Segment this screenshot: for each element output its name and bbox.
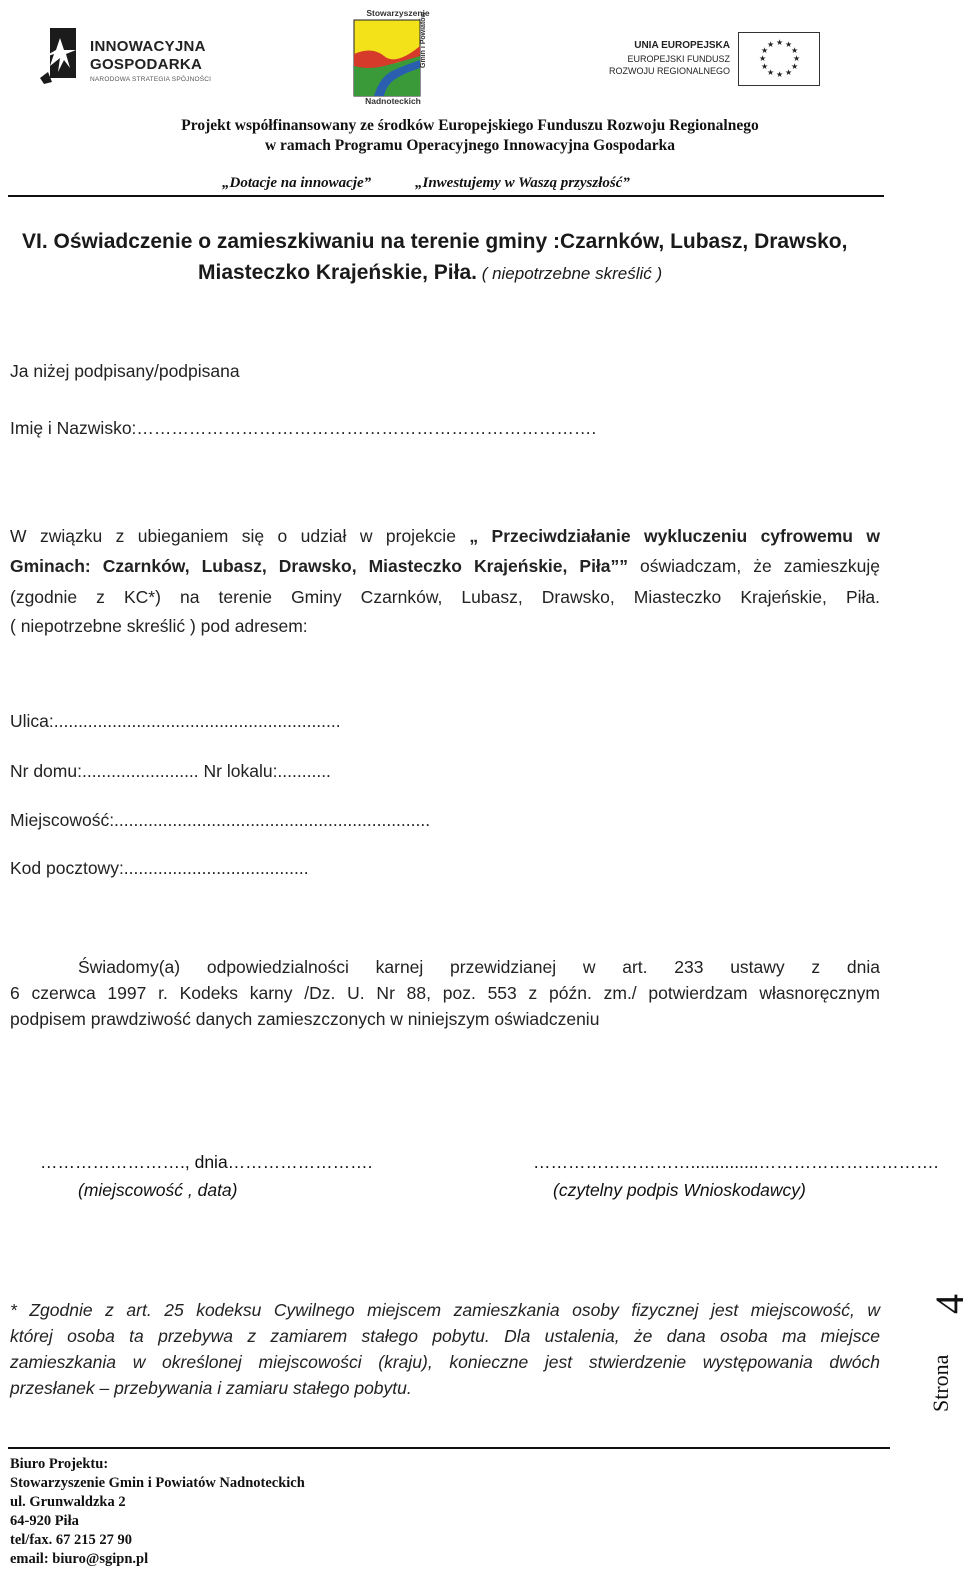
svg-text:★: ★ xyxy=(767,68,775,77)
svg-text:★: ★ xyxy=(791,62,799,71)
place-date-field[interactable]: ……………………., dnia……………………. xyxy=(40,1152,373,1172)
association-logo xyxy=(352,8,444,108)
street-field[interactable]: Ulica:........................................................... xyxy=(10,711,341,731)
postal-code-field[interactable]: Kod pocztowy:...................................... xyxy=(10,858,309,878)
title-line2-text: Miasteczko Krajeńskie, Piła. xyxy=(198,261,477,284)
footnote-line-4: przesłanek – przebywania i zamiaru stałego pobytu. xyxy=(10,1378,412,1398)
project-line-1: Projekt współfinansowany ze środków Europejskiego Funduszu Rozwoju Regionalnego xyxy=(181,117,759,134)
logo-ig-line3: NARODOWA STRATEGIA SPÓJNOŚCI xyxy=(90,76,212,83)
svg-text:★: ★ xyxy=(785,68,793,77)
awareness-line-2 xyxy=(10,980,880,1007)
intro-text: Ja niżej podpisany/podpisana xyxy=(10,361,240,381)
office-phone: tel/fax. 67 215 27 90 xyxy=(10,1532,133,1548)
svg-text:★: ★ xyxy=(776,70,784,79)
office-street: ul. Grunwaldzka 2 xyxy=(10,1494,126,1510)
title-note: ( niepotrzebne skreślić ) xyxy=(476,264,663,283)
svg-text:★: ★ xyxy=(791,46,799,55)
logo-eu-line2: EUROPEJSKI FUNDUSZ xyxy=(627,54,730,64)
name-field[interactable]: Imię i Nazwisko:……………………………………………………………………. xyxy=(10,418,597,438)
statement-line-4: ( niepotrzebne skreślić ) pod adresem: xyxy=(10,616,308,636)
statement-text-2c: oświadczam, że zamieszkuję xyxy=(628,556,880,576)
project-line-2: w ramach Programu Operacyjnego Innowacyjna Gospodarka xyxy=(264,137,676,154)
office-city: 64-920 Piła xyxy=(10,1513,79,1529)
office-email[interactable]: email: biuro@sgipn.pl xyxy=(10,1551,149,1567)
logo-sg-top: Stowarzyszenie xyxy=(366,8,430,18)
awareness-text-2: 6 czerwca 1997 r. Kodeks karny /Dz. U. Nr 88, poz. 553 z późn. zm./ potwierdzam własnoręcznym xyxy=(10,983,880,1003)
page-number xyxy=(927,1294,972,1502)
signature-label: (czytelny podpis Wnioskodawcy) xyxy=(553,1180,806,1200)
header-divider xyxy=(8,195,884,197)
signature-field[interactable]: ………………………..............…………………………. xyxy=(533,1152,939,1172)
document-title-line2 xyxy=(198,260,898,287)
slogan-2: „Inwestujemy w Waszą przyszłość” xyxy=(415,175,630,191)
slogan-1: „Dotacje na innowacje” xyxy=(222,175,372,191)
awareness-text-1: Świadomy(a) odpowiedzialności karnej przewidzianej w art. 233 ustawy z dnia xyxy=(78,957,880,977)
landscape-icon xyxy=(354,20,420,96)
innowacyjna-gospodarka-logo xyxy=(40,28,240,90)
logo-sg-bottom: Nadnoteckich xyxy=(365,96,421,106)
page-label: Strona xyxy=(928,1354,953,1412)
svg-text:★: ★ xyxy=(759,54,767,63)
footnote-text-3: zamieszkania w określonej miejscowości (kraju), konieczne jest stwierdzenie występowania dwóch xyxy=(10,1352,880,1372)
eu-logo xyxy=(600,30,820,86)
footnote-line-1 xyxy=(10,1297,880,1323)
awareness-line-1 xyxy=(78,954,880,981)
statement-text-3: (zgodnie z KC*) na terenie Gminy Czarnków, Lubasz, Drawsko, Miasteczko Krajeńskie, Piła. xyxy=(10,587,880,607)
statement-line-1 xyxy=(10,523,880,550)
awareness-line-3: podpisem prawdziwość danych zamieszczonych w niniejszym oświadczeniu xyxy=(10,1009,600,1029)
svg-text:★: ★ xyxy=(793,54,801,63)
logo-ig-line2: GOSPODARKA xyxy=(90,56,203,73)
logo-eu-line3: ROZWOJU REGIONALNEGO xyxy=(608,66,730,76)
place-date-label: (miejscowość , data) xyxy=(78,1180,238,1200)
footnote-line-3 xyxy=(10,1349,880,1375)
svg-text:★: ★ xyxy=(761,46,769,55)
footer-divider xyxy=(8,1447,890,1449)
statement-line-3 xyxy=(10,584,880,611)
page-number-value: 4 xyxy=(927,1294,972,1314)
office-org: Stowarzyszenie Gmin i Powiatów Nadnoteckich xyxy=(10,1475,305,1491)
project-name-1: „ Przeciwdziałanie wykluczeniu cyfrowemu w xyxy=(469,526,880,546)
footnote-text-1: * Zgodnie z art. 25 kodeksu Cywilnego miejscem zamieszkania osoby fizycznej jest miejscowość, w xyxy=(10,1300,880,1320)
house-number-field[interactable]: Nr domu:........................ Nr lokalu:........... xyxy=(10,761,331,781)
statement-line-2 xyxy=(10,553,880,580)
logo-sg-side: Gmin i Powiatów xyxy=(420,11,427,68)
eu-flag-icon xyxy=(738,32,820,86)
footnote-line-2 xyxy=(10,1323,880,1349)
logo-eu-line1: UNIA EUROPEJSKA xyxy=(634,40,730,51)
city-field[interactable]: Miejscowość:................................................................. xyxy=(10,810,431,830)
svg-text:★: ★ xyxy=(761,62,769,71)
logo-ig-line1: INNOWACYJNA xyxy=(90,38,206,55)
svg-text:★: ★ xyxy=(776,38,784,47)
svg-text:★: ★ xyxy=(767,40,775,49)
statement-text-1a: W związku z ubieganiem się o udział w projekcie xyxy=(10,526,470,546)
footnote-text-2: której osoba ta przebywa z zamiarem stałego pobytu. Dla ustalenia, że dana osoba ma miejsce xyxy=(10,1326,880,1346)
office-title: Biuro Projektu: xyxy=(10,1456,109,1472)
svg-text:★: ★ xyxy=(785,40,793,49)
star-figure-icon xyxy=(40,28,78,84)
document-title-line1: VI. Oświadczenie o zamieszkiwaniu na terenie gminy :Czarnków, Lubasz, Drawsko, xyxy=(22,230,848,253)
project-name-2: Gminach: Czarnków, Lubasz, Drawsko, Miasteczko Krajeńskie, Piła”” xyxy=(10,556,629,576)
